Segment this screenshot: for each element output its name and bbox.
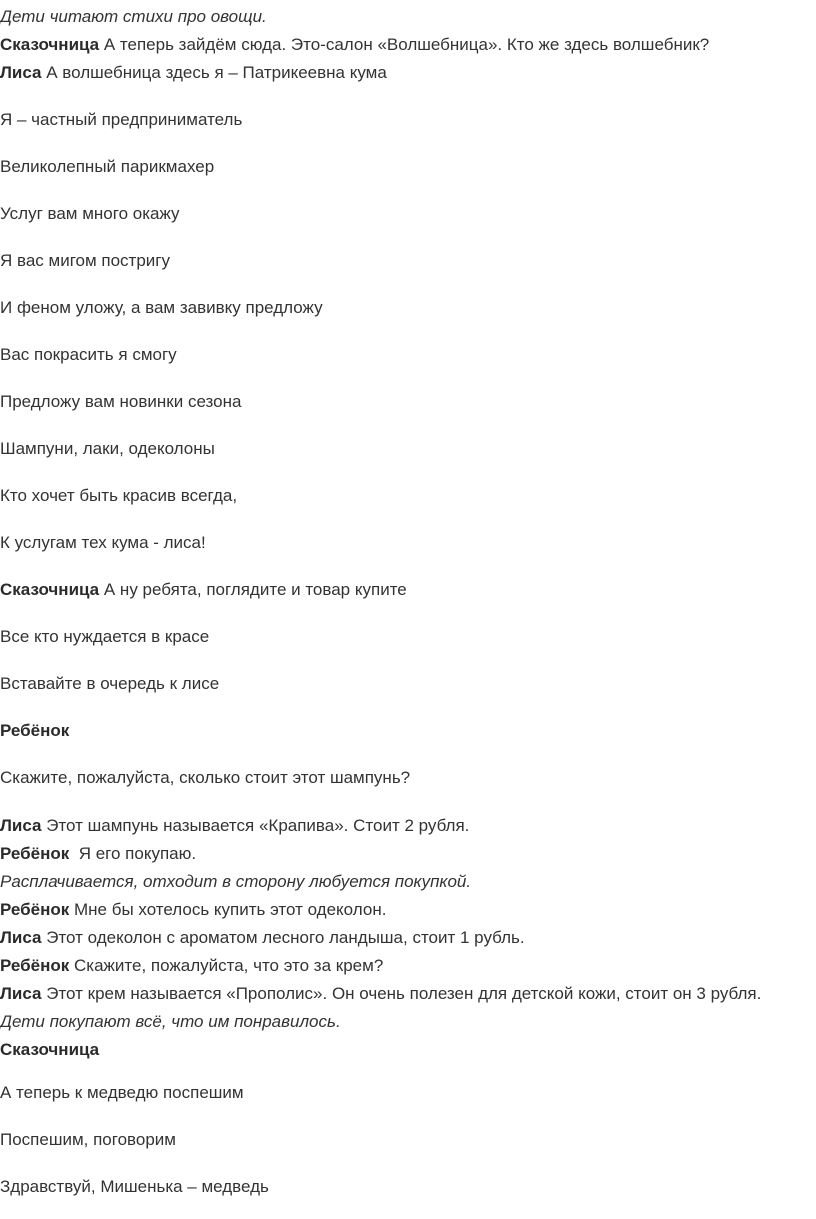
verse-line (0, 533, 206, 553)
speaker-name: Ребёнок (0, 956, 70, 975)
speech-text: А теперь зайдём сюда. Это-салон «Волшебница». Кто же здесь волшебник? (99, 35, 710, 54)
speaker-line (0, 580, 407, 600)
verse-line (0, 1083, 244, 1103)
verse-line (0, 486, 237, 506)
speaker-name: Лиса (0, 63, 42, 82)
verse-line (0, 345, 177, 365)
speaker-line (0, 984, 761, 1004)
speaker-name: Ребёнок (0, 844, 70, 863)
verse-text: Кто хочет быть красив всегда, (0, 486, 238, 505)
verse-line (0, 392, 241, 412)
stage-direction (0, 7, 267, 27)
verse-text: И феном уложу, а вам завивку предложу (0, 298, 323, 317)
speech-text: Этот крем называется «Прополис». Он очень полезен для детской кожи, стоит он 3 рубля. (41, 984, 762, 1003)
verse-text: Здравствуй, Мишенька – медведь (0, 1177, 269, 1196)
verse-line (0, 674, 219, 694)
verse-text: Скажите, пожалуйста, сколько стоит этот шампунь? (0, 768, 411, 787)
verse-text: Великолепный парикмахер (0, 157, 215, 176)
speaker-name: Сказочница (0, 1040, 100, 1059)
speaker-name: Сказочница (0, 580, 100, 599)
speech-text: Мне бы хотелось купить этот одеколон. (69, 900, 387, 919)
verse-line (0, 627, 209, 647)
speech-text: Этот одеколон с ароматом лесного ландыша, стоит 1 рубль. (41, 928, 525, 947)
stage-direction (0, 872, 471, 892)
verse-line (0, 110, 242, 130)
verse-line (0, 768, 410, 788)
verse-line (0, 439, 215, 459)
speaker-name: Лиса (0, 928, 42, 947)
speaker-name: Лиса (0, 984, 42, 1003)
verse-text: Я вас мигом постригу (0, 251, 170, 270)
direction-text: Расплачивается, отходит в сторону любуется покупкой. (0, 872, 472, 891)
verse-text: К услугам тех кума - лиса! (0, 533, 206, 552)
speaker-line (0, 35, 709, 55)
verse-line (0, 204, 180, 224)
verse-line (0, 298, 323, 318)
speech-text: Скажите, пожалуйста, что это за крем? (69, 956, 384, 975)
speaker-line (0, 900, 386, 920)
verse-text: Шампуни, лаки, одеколоны (0, 439, 215, 458)
verse-text: Услуг вам много окажу (0, 204, 180, 223)
verse-line (0, 157, 214, 177)
speech-text: Я его покупаю. (69, 844, 197, 863)
speaker-line (0, 63, 387, 83)
verse-line (0, 1177, 269, 1197)
speech-text: А ну ребята, поглядите и товар купите (99, 580, 407, 599)
verse-line (0, 1130, 176, 1150)
verse-text: А теперь к медведю поспешим (0, 1083, 244, 1102)
verse-text: Вас покрасить я смогу (0, 345, 177, 364)
speech-text: А волшебница здесь я – Патрикеевна кума (41, 63, 387, 82)
speaker-line (0, 956, 383, 976)
direction-text: Дети читают стихи про овощи. (0, 7, 267, 26)
speech-text: Этот шампунь называется «Крапива». Стоит 2 рубля. (41, 816, 470, 835)
speaker-name: Сказочница (0, 35, 100, 54)
verse-text: Предложу вам новинки сезона (0, 392, 242, 411)
verse-text: Все кто нуждается в красе (0, 627, 210, 646)
verse-text: Вставайте в очередь к лисе (0, 674, 220, 693)
speaker-line (0, 1040, 99, 1060)
verse-text: Я – частный предприниматель (0, 110, 243, 129)
speaker-line (0, 816, 469, 836)
speaker-name: Лиса (0, 816, 42, 835)
speaker-line (0, 721, 69, 741)
direction-text: Дети покупают всё, что им понравилось. (0, 1012, 341, 1031)
speaker-name: Ребёнок (0, 900, 70, 919)
speaker-line (0, 928, 525, 948)
verse-line (0, 251, 170, 271)
stage-direction (0, 1012, 341, 1032)
verse-text: Поспешим, поговорим (0, 1130, 176, 1149)
speaker-line (0, 844, 196, 864)
speaker-name: Ребёнок (0, 721, 70, 740)
